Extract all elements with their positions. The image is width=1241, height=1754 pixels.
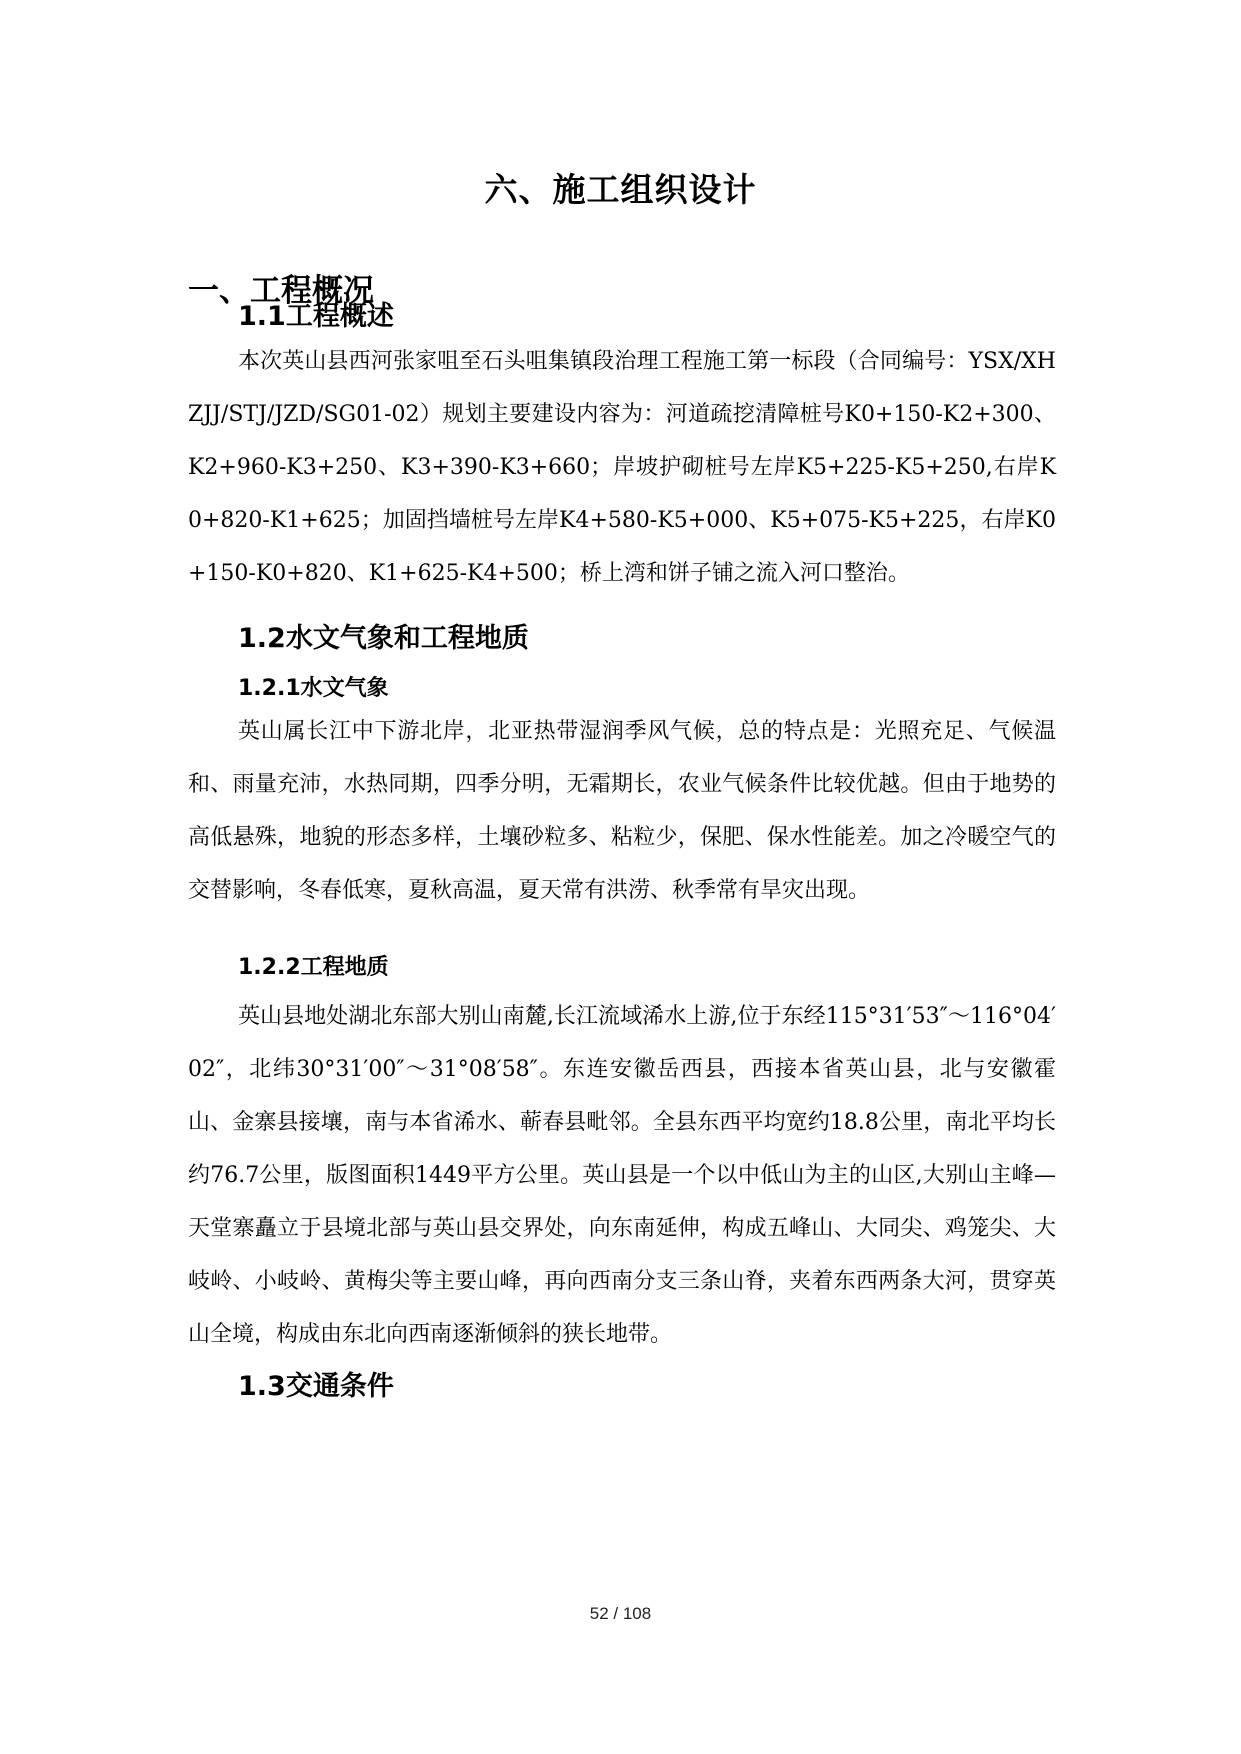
section-heading-engineering-overview: 一、工程概况 bbox=[188, 273, 374, 309]
document-title: 六、施工组织设计 bbox=[484, 170, 757, 209]
paragraph-project-summary: 本次英山县西河张家咀至石头咀集镇段治理工程施工第一标段（合同编号：YSX/XHZJJ/STJ/JZD/SG01-02）规划主要建设内容为：河道疏挖清障桩号K0+150-K2+300、K2+960-K3+250、K3+390-K3+660；岸坡护砌桩号左岸K5+225-K5+250,右岸K0+820-K1+625；加固挡墙桩号左岸K4+580-K5+000、K5+075-K5+225，右岸K0+150-K0+820、K1+625-K4+500；桥上湾和饼子铺之流入河口整治。 bbox=[188, 349, 1056, 586]
subsection-heading-1-3: 1.3交通条件 bbox=[238, 1371, 394, 1402]
subsection-heading-1-2-2: 1.2.2工程地质 bbox=[238, 955, 389, 980]
paragraph-engineering-geology: 英山县地处湖北东部大别山南麓,长江流域浠水上游,位于东经115°31′53″～116°04′02″，北纬30°31′00″～31°08′58″。东连安徽岳西县，西接本省英山县，北与安徽霍山、金寨县接壤，南与本省浠水、蕲春县毗邻。全县东西平均宽约18.8公里，南北平均长约76.7公里，版图面积1449平方公里。英山县是一个以中低山为主的山区,大别山主峰—天堂寨矗立于县境北部与英山县交界处，向东南延伸，构成五峰山、大同尖、鸡笼尖、大岐岭、小岐岭、黄梅尖等主要山峰，再向西南分支三条山脊，夹着东西两条大河，贯穿英山全境，构成由东北向西南逐渐倾斜的狭长地带。 bbox=[188, 1004, 1056, 1347]
subsection-heading-1-2-1: 1.2.1水文气象 bbox=[238, 676, 389, 701]
paragraph-hydrology-climate: 英山属长江中下游北岸，北亚热带湿润季风气候，总的特点是：光照充足、气候温和、雨量充沛，水热同期，四季分明，无霜期长，农业气候条件比较优越。但由于地势的高低悬殊，地貌的形态多样，土壤砂粒多、粘粒少，保肥、保水性能差。加之冷暖空气的交替影响，冬春低寒，夏秋高温，夏天常有洪涝、秋季常有旱灾出现。 bbox=[188, 719, 1056, 903]
subsection-heading-1-1: 1.1工程概述 bbox=[238, 301, 394, 332]
page-number: 52 / 108 bbox=[589, 1604, 652, 1623]
subsection-heading-1-2: 1.2水文气象和工程地质 bbox=[238, 623, 529, 654]
